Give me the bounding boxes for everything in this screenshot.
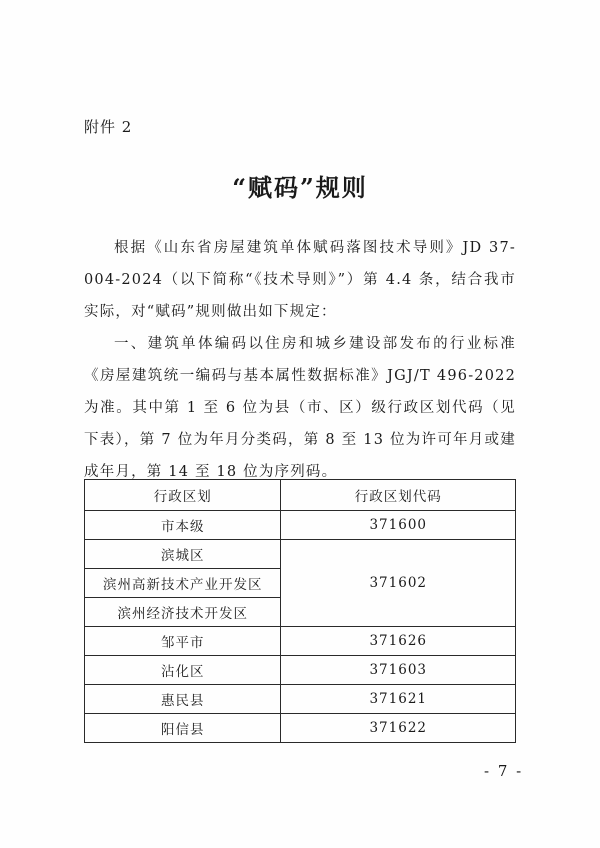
page-number: - 7 -: [484, 762, 524, 780]
district-name: 滨州经济技术开发区: [85, 598, 281, 627]
table-row: [85, 540, 516, 569]
table-row: [85, 685, 516, 714]
district-name: 滨城区: [85, 540, 281, 569]
district-name: 市本级: [85, 511, 281, 540]
table-row: [85, 714, 516, 743]
district-name: 邹平市: [85, 627, 281, 656]
district-code-table: [84, 479, 516, 743]
header-district-code: 行政区划代码: [281, 480, 516, 511]
district-name: 滨州高新技术产业开发区: [85, 569, 281, 598]
district-code: 371621: [281, 685, 516, 714]
table-row: [85, 627, 516, 656]
district-name: 阳信县: [85, 714, 281, 743]
district-name: 惠民县: [85, 685, 281, 714]
district-code: 371622: [281, 714, 516, 743]
table-row: [85, 656, 516, 685]
district-code: 371600: [281, 511, 516, 540]
district-code: 371602: [281, 540, 516, 627]
district-name: 沾化区: [85, 656, 281, 685]
district-code: 371603: [281, 656, 516, 685]
header-district: 行政区划: [85, 480, 281, 511]
paragraph-intro: 根据《山东省房屋建筑单体赋码落图技术导则》JD 37-004-2024（以下简称“《技术导则》”）第 4.4 条，结合我市实际，对“赋码”规则做出如下规定：: [84, 240, 516, 320]
table-row: [85, 511, 516, 540]
body-text: [84, 232, 516, 488]
attachment-label: 附件 2: [84, 118, 133, 136]
document-title: “赋码”规则: [232, 173, 368, 202]
paragraph-rule-1: 一、建筑单体编码以住房和城乡建设部发布的行业标准《房屋建筑统一编码与基本属性数据标准》JGJ/T 496-2022 为准。其中第 1 至 6 位为县（市、区）级行政区划代码（见下表），第 7 位为年月分类码，第 8 至 13 位为许可年月或建成年月，第 14 至 18 位为序列码。: [84, 336, 516, 480]
table-header-row: [85, 480, 516, 511]
district-code: 371626: [281, 627, 516, 656]
